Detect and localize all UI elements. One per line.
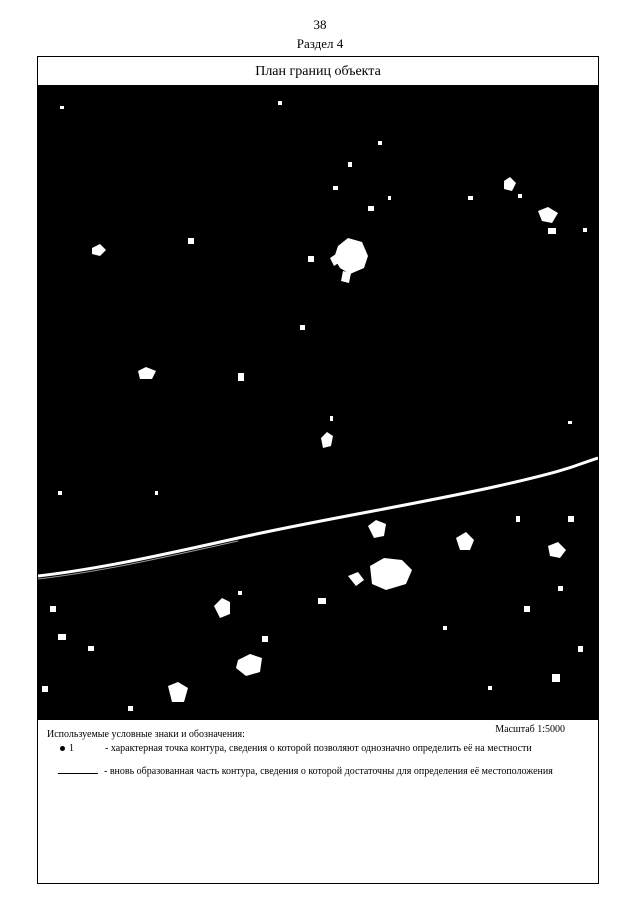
plan-title: План границ объекта [38, 57, 598, 86]
line-icon [58, 773, 98, 774]
legend-item-text: - характерная точка контура, сведения о которой позволяют однозначно определить её на местности [105, 743, 532, 754]
plan-frame [37, 56, 599, 884]
legend-caption: Используемые условные знаки и обозначения: [47, 729, 245, 740]
map-drawing [38, 86, 598, 720]
section-title: Раздел 4 [296, 36, 344, 51]
legend-item-point [60, 743, 532, 754]
page-number: 38 [313, 17, 327, 32]
legend-item-text: - вновь образованная часть контура, сведения о которой достаточны для определения её местоположения [104, 766, 553, 777]
map-image [38, 86, 598, 720]
point-icon [60, 746, 65, 751]
point-number: 1 [69, 743, 74, 754]
scale-label: Масштаб 1:5000 [495, 724, 565, 735]
